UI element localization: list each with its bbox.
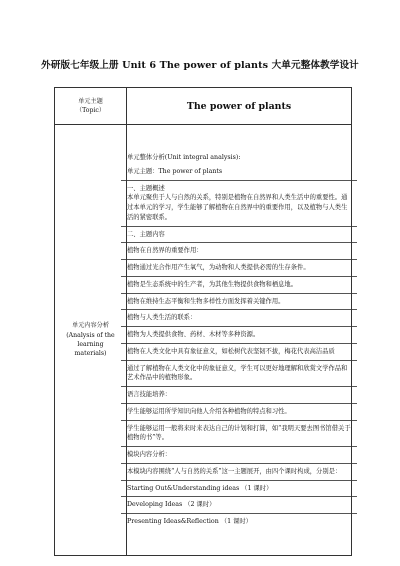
- topic-label: 单元主题: [78, 97, 103, 105]
- analysis-label-en-2: learning: [77, 341, 104, 348]
- analysis-content: [127, 125, 352, 556]
- topic-label-cell: [55, 88, 127, 125]
- divider: [121, 326, 357, 327]
- divider: [121, 180, 357, 181]
- module-intro: 本模块内容围绕“人与自然的关系”这一主题展开，由四个课时构成，分别是：: [127, 467, 342, 475]
- divider: [121, 343, 357, 344]
- page-title: 外研版七年级上册 Unit 6 The power of plants 大单元整体教学设计: [41, 60, 359, 71]
- divider: [121, 276, 357, 277]
- divider: [121, 463, 357, 464]
- link-item: 植物在人类文化中具有象征意义，如松树代表坚韧不拔，梅花代表高洁品质: [127, 347, 335, 355]
- section1-body: 本单元聚焦于人与自然的关系，特别是植物在自然界和人类生活中的重要性。通过本单元的学习，学生能够了解植物在自然界中的重要作用，以及植物与人类生活的紧密联系。: [127, 194, 348, 221]
- divider: [121, 309, 357, 310]
- role-item: 植物是生态系统中的生产者，为其他生物提供食物和栖息地。: [127, 280, 298, 288]
- lesson-item: Starting Out&Understanding ideas （1 课时）: [127, 484, 273, 492]
- skill-item: 学生能够运用一般将来时来表达自己的计划和打算，如“我明天要去图书馆借关于植物的书”等。: [127, 424, 351, 442]
- divider: [121, 446, 357, 447]
- analysis-label-en-1: (Analysis of the: [66, 331, 115, 339]
- divider: [121, 242, 357, 243]
- link-item: 植物为人类提供食物、药材、木材等多种资源。: [127, 331, 260, 339]
- role-item: 植物通过光合作用产生氧气，为动物和人类提供必需的生存条件。: [127, 264, 310, 272]
- divider: [121, 259, 357, 260]
- divider: [121, 480, 357, 481]
- integral-heading: 单元整体分析(Unit integral analysis):: [127, 154, 241, 162]
- skill-item: 学生能够运用所学知识向他人介绍各种植物的特点和习性。: [127, 407, 291, 415]
- analysis-label-cell: [55, 125, 127, 556]
- divider: [121, 420, 357, 421]
- analysis-label: 单元内容分析: [71, 322, 110, 330]
- divider: [121, 293, 357, 294]
- lesson-item: Developing Ideas （2 课时）: [127, 501, 216, 509]
- section1-heading: 一、主题概述: [127, 184, 165, 192]
- lesson-item: Presenting Ideas&Reflection （1 课时）: [127, 518, 252, 526]
- topic-value: The power of plants: [127, 88, 352, 125]
- module-heading: 模块内容分析：: [127, 451, 172, 459]
- skills-heading: 语言技能培养：: [127, 391, 172, 399]
- divider: [121, 496, 357, 497]
- unit-design-table: [54, 87, 352, 556]
- divider: [121, 403, 357, 404]
- analysis-row: [55, 125, 352, 556]
- section2-heading: 二、主题内容: [127, 230, 165, 238]
- link-heading: 植物与人类生活的联系：: [127, 314, 197, 322]
- unit-theme: 单元主题：The power of plants: [127, 167, 223, 175]
- analysis-label-en-3: materials): [74, 350, 107, 358]
- role-item: 植物在维持生态平衡和生物多样性方面发挥着关键作用。: [127, 297, 285, 305]
- role-heading: 植物在自然界的重要作用：: [127, 247, 203, 255]
- divider: [121, 360, 357, 361]
- divider: [121, 513, 357, 514]
- topic-label-en: （Topic）: [75, 107, 106, 114]
- link-item: 通过了解植物在人类文化中的象征意义，学生可以更好地理解和欣赏文学作品和艺术作品中的植物形象。: [127, 364, 348, 382]
- topic-row: [55, 88, 352, 125]
- divider: [121, 226, 357, 227]
- divider: [121, 386, 357, 387]
